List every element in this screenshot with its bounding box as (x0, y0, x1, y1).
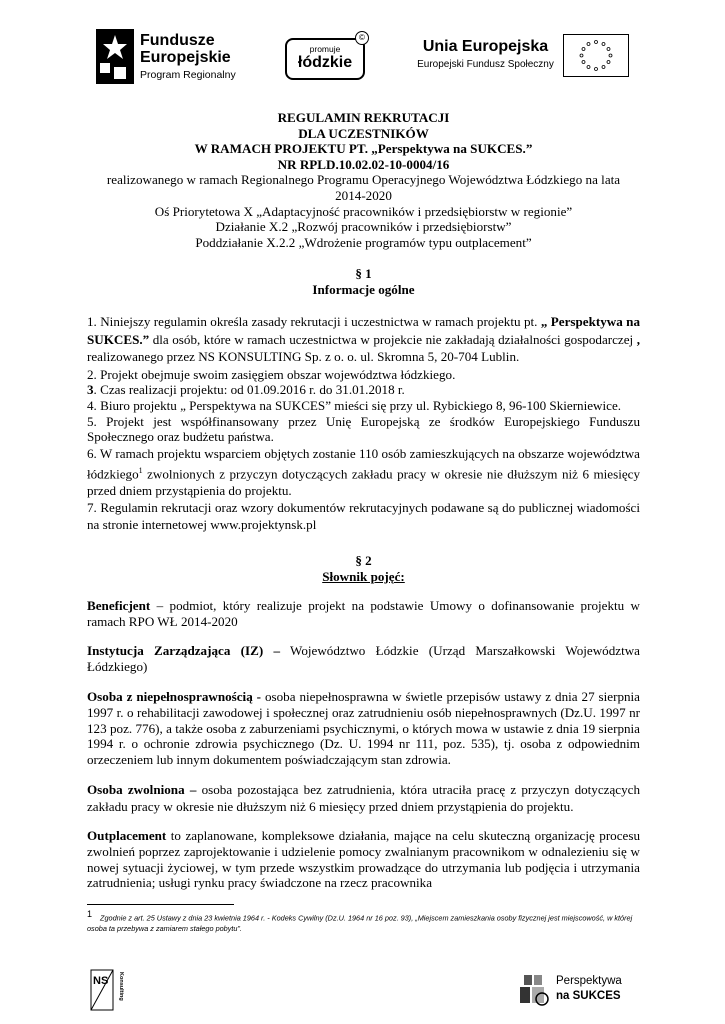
footnote-text: Zgodnie z art. 25 Ustawy z dnia 23 kwietnia 1964 r. - Kodeks Cywilny (Dz.U. 1964 nr 16 poz. 93), „Miejscem zamieszkania osoby fizycznej jest miejscowość, w której osoba ta przebywa z zamiarem stałego pobytu”. (87, 913, 633, 934)
section-2-number: § 2 (355, 553, 372, 568)
definition-iz (87, 643, 640, 674)
perspektywa-na-sukces-logo (518, 972, 628, 1008)
eu-stars-icon (564, 35, 628, 76)
document-title (87, 110, 640, 250)
promuje-lodzkie-logo (282, 31, 368, 81)
registered-mark: © (355, 31, 369, 45)
def-outplacement: to zaplanowane, kompleksowe działania, mające na celu skuteczną organizację procesu zwolnień poprzez zaprojektowanie i udzielenie pomocy zwalnianym pracownikom w odnalezieniu się w nowej sytuacji życiowej, w tym przede wszystkim prowadzące do utrzymania lub podjęcia i utrzymania zatrudnienia; usługi rynku pracy świadczone na rzecz pracownika (87, 828, 640, 891)
title-line-1: REGULAMIN REKRUTACJI (277, 110, 450, 125)
paragraph-5: 5. Projekt jest współfinansowany przez Unię Europejską ze środków Europejskiego Funduszu Społecznego oraz budżetu państwa. (87, 413, 640, 445)
def-osoba-zwolniona: osoba pozostająca bez zatrudnienia, która utraciła pracę z przyczyn dotyczących zakładu pracy w okresie nie dłuższym niż 6 miesięcy przed dniem przystąpienia do projektu. (87, 782, 641, 814)
paragraph-6 (87, 445, 640, 499)
fundusze-europejskie-logo (96, 27, 246, 89)
footnote-separator (87, 904, 234, 905)
konsulting-label: Konsulting (118, 972, 124, 1001)
fe-title-line2: Europejskie (140, 49, 231, 66)
p1-comma: , (633, 331, 640, 347)
p1-text-a: 1. Niniejszy regulamin określa zasady rekrutacji i uczestnictwa w ramach projektu pt. (87, 314, 541, 329)
promuje-text: promuje (309, 44, 341, 54)
p6-text-b: zwolnionych z przyczyn dotyczących zakładu pracy w okresie nie dłuższym niż 6 miesięcy przed dniem przystąpienia do projektu. (87, 466, 640, 499)
section-1-number: § 1 (355, 266, 372, 281)
definition-osoba-zwolniona (87, 782, 640, 815)
definition-beneficjent (87, 598, 640, 629)
term-osoba-zwolniona: Osoba zwolniona – (87, 782, 197, 797)
perspektywa-icon (518, 972, 552, 1006)
term-beneficjent: Beneficjent (87, 598, 151, 613)
p3-text: . Czas realizacji projektu: od 01.09.2016 r. do 31.01.2018 r. (93, 382, 405, 398)
paragraph-4: 4. Biuro projektu „ Perspektywa na SUKCES” mieści się przy ul. Rybickiego 8, 96-100 Skierniewice. (87, 397, 622, 413)
def-iz: Województwo Łódzkie (Urząd Marszałkowski Województwa Łódzkiego) (87, 643, 640, 674)
perspektywa-line1: Perspektywa (556, 975, 622, 987)
fe-star-icon (96, 29, 134, 84)
title-line-8: Działanie X.2 „Rozwój pracowników i przedsiębiorstw” (215, 219, 512, 235)
p1-project-name: „ Perspektywa na SUKCES.” (87, 314, 640, 347)
lodzkie-text: łódzkie (297, 54, 353, 71)
p6-text-a: 6. W ramach projektu wsparciem objętych zostanie 110 osób zamieszkujących na obszarze województwa łódzkiego (87, 445, 640, 482)
term-outplacement: Outplacement (87, 828, 167, 843)
p1-text-c: dla osób, które w ramach uczestnictwa w projekcie nie zakładają działalności gospodarczej (149, 331, 634, 347)
p1-text-e: realizowanego przez NS KONSULTING Sp. z o. o. ul. Skromna 5, 20-704 Lublin. (87, 349, 520, 365)
title-line-7: Oś Priorytetowa X „Adaptacyjność pracowników i przedsiębiorstw w regionie” (154, 203, 573, 219)
section-1-content (87, 313, 640, 534)
paragraph-3 (87, 382, 640, 398)
section-1-heading (87, 266, 640, 297)
ue-subtitle: Europejski Fundusz Społeczny (417, 59, 554, 70)
definition-niepelnosprawnosc (87, 689, 640, 768)
term-niepelnosprawnosc: Osoba z niepełnosprawnością - (87, 689, 262, 704)
title-line-3: W RAMACH PROJEKTU PT. „Perspektywa na SUKCES.” (194, 141, 533, 157)
def-niepelnosprawnosc: osoba niepełnosprawna w świetle przepisów ustawy z dnia 27 sierpnia 1997 r. o rehabilitacji zawodowej i społecznej oraz zatrudnieniu osób niepełnosprawnych (Dz.U. 1997 nr 123 poz. 776), a także osoba z zaburzeniami psychicznymi, o których mowa w ustawie z dnia 19 sierpnia 1994 r. o ochronie zdrowia psychicznego (Dz. U. 1994 nr 111, poz. 535), tj. osoba z odpowiednim orzeczeniem lub innym dokumentem poświadczającym stan zdrowia. (87, 689, 640, 768)
definition-outplacement (87, 828, 640, 891)
ns-konsulting-icon (91, 970, 123, 1010)
perspektywa-line2: na SUKCES (556, 990, 621, 1002)
ns-letters: NS (93, 975, 109, 987)
p3-number: 3 (87, 382, 94, 398)
def-beneficjent: – podmiot, który realizuje projekt na podstawie Umowy o dofinansowanie projektu w ramach RPO WŁ 2014-2020 (87, 598, 640, 629)
section-2-title: Słownik pojęć: (322, 568, 405, 584)
paragraph-2: 2. Projekt obejmuje swoim zasięgiem obszar województwa łódzkiego. (87, 366, 456, 382)
paragraph-1 (87, 313, 640, 366)
section-1-title: Informacje ogólne (312, 281, 415, 297)
unia-europejska-logo (408, 38, 563, 70)
title-line-9: Poddziałanie X.2.2 „Wdrożenie programów typu outplacement” (195, 234, 532, 250)
title-line-6: 2014-2020 (335, 187, 392, 203)
ns-konsulting-logo (91, 970, 123, 1010)
eu-flag-icon (563, 34, 629, 77)
fe-subtitle: Program Regionalny (140, 69, 236, 81)
term-iz: Instytucja Zarządzająca (IZ) – (87, 643, 280, 658)
footnote-number: 1 (87, 909, 93, 919)
title-line-4: NR RPLD.10.02.02-10-0004/16 (277, 156, 450, 172)
ue-title: Unia Europejska (422, 38, 549, 55)
title-line-2: DLA UCZESTNIKÓW (298, 125, 429, 141)
paragraph-7: 7. Regulamin rekrutacji oraz wzory dokumentów rekrutacyjnych podawane są do publicznej wiadomości na stronie internetowej www.projektynsk.pl (87, 500, 640, 533)
section-2-heading (87, 553, 640, 584)
title-line-5: realizowanego w ramach Regionalnego Programu Operacyjnego Województwa Łódzkiego na lata (106, 172, 621, 188)
footnote (87, 909, 640, 934)
fe-title-line1: Fundusze (140, 32, 215, 49)
footnote-ref[interactable]: 1 (138, 465, 143, 475)
